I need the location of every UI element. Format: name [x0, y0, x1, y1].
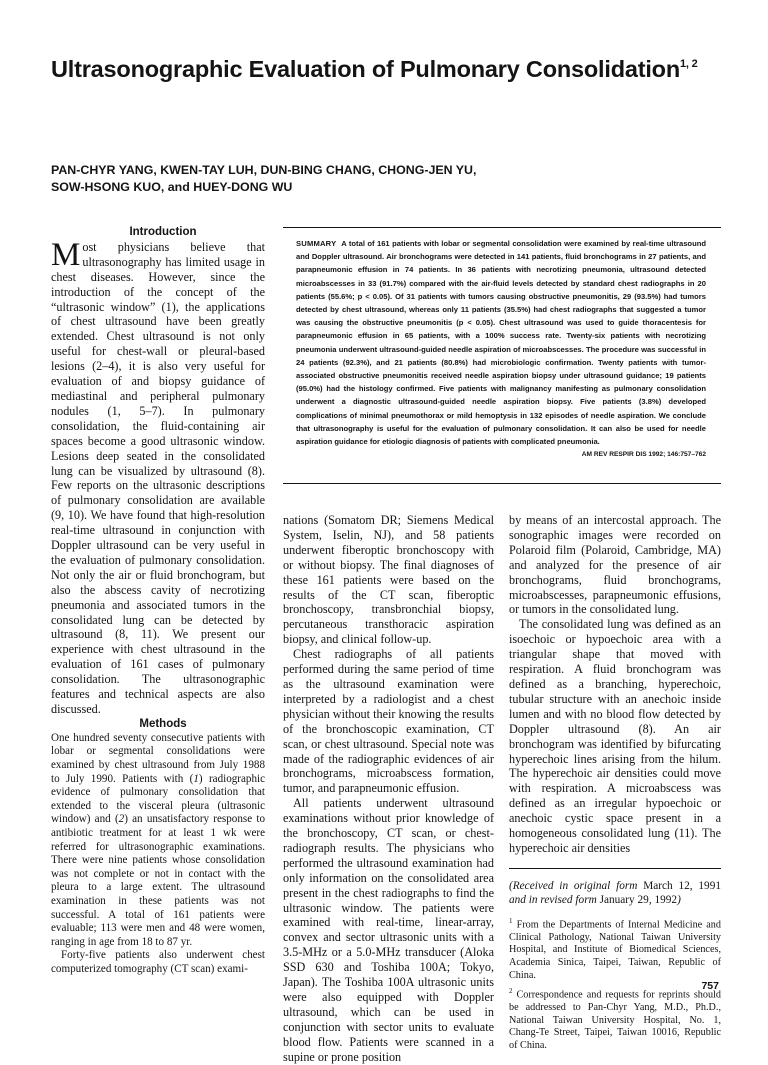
methods-p1-part-a: One hundred seventy consecutive patients with lobar or segmental consolidations were examined by chest ultrasound from July 1988 to July 1990. Patients with (	[51, 731, 265, 785]
title-text: Ultrasonographic Evaluation of Pulmonary Consolidation	[51, 56, 680, 82]
summary-abstract	[296, 237, 706, 461]
introduction-text: ost physicians believe that ultrasonography has limited usage in chest diseases. However, since the introduction of the concept of the “ultrasonic window” (1), the applications of chest ultrasound have been greatly extended. Chest ultrasound is not only useful for chest-wall or pleural-based lesions (2–4), it is also very useful for evaluation of and biopsy guidance of mediastinal and peripheral pulmonary nodules (1, 5–7). In pulmonary consolidation, the fluid-containing air spaces become a good ultrasonic window. Lesions deep seated in the consolidated lung can be visualized by ultrasound (8). Few reports on the ultrasonic descriptions of pulmonary consolidation are available (9, 10). We have found that high-resolution real-time ultrasound in conjunction with Doppler ultrasound can be very useful in the evaluation of pulmonary consolidation. Not only the air or fluid bronchogram, but also the abscess cavity of necrotizing pneumonia and associated tumors in the consolidated lung can be detected by ultrasound (8, 11). We present our experience with chest ultrasound in the evaluation of 161 cases of pulmonary consolidation. The ultrasonographic features and technical aspects are also discussed.	[51, 239, 265, 716]
footnote-1-text: From the Departments of Internal Medicine and Clinical Pathology, National Taiwan University Hospital, and Institute of Biomedical Sciences, Academia Sinica, Taipei, Taiwan, Republic of China.	[509, 919, 721, 981]
title-footnote-marks: 1, 2	[679, 58, 698, 70]
footnote-2	[509, 985, 721, 1052]
methods-heading: Methods	[139, 717, 187, 730]
column-3-paragraph-2: The consolidated lung was defined as an isoechoic or hypoechoic area with a triangular shape that moved with respiration. A fluid bronchogram was defined as a branching, hyperechoic, tubular structure with an anechoic inside lumen and with no blood flow detected by Doppler ultrasound (8). An air bronchogram was identified by bifurcating hyperechoic lines arising from the hilum. The hyperechoic air densities could move with respiration. A microabscess was defined as an irregular hypoechoic or anechoic cystic space present in a homogeneous consolidated lung (11). The hyperechoic air densities	[509, 617, 721, 855]
column-3-paragraph-1: by means of an intercostal approach. The sonographic images were recorded on Polaroid film (Polaroid, Cambridge, MA) and analyzed for the presence of air bronchograms, fluid bronchograms, microabscesses, parapneumonic effusions, or tumors in the consolidated lung.	[509, 513, 721, 617]
received-close: )	[677, 893, 681, 906]
column-2-paragraph-1: nations (Somatom DR; Siemens Medical System, Iselin, NJ), and 58 patients underwent fiberoptic bronchoscopy with or without biopsy. The final diagnoses of these 161 patients were based on the results of the CT scan, fiberoptic bronchoscopy, transbronchial biopsy, percutaneous transthoracic aspiration biopsy, and clinical follow-up.	[283, 513, 494, 647]
column-2	[283, 513, 494, 1065]
received-date-revised: January 29, 1992	[599, 893, 678, 906]
introduction-heading: Introduction	[129, 226, 197, 238]
received-date-original: March 12, 1991	[643, 879, 721, 892]
summary-label: SUMMARY	[296, 239, 337, 248]
author-line-2: SOW-HSONG KUO, and HUEY-DONG WU	[51, 180, 293, 194]
summary-bottom-rule	[283, 483, 721, 484]
methods-body	[51, 732, 265, 977]
column-2-paragraph-3: All patients underwent ultrasound examinations without prior knowledge of the bronchoscopy, CT scan, or chest-radiograph results. The physicians who performed the ultrasound examination had only information on the consolidated area present in the chest radiographs to find the ultrasonic window. The patients were examined with real-time, linear-array, convex and sector ultrasonic units with a 3.5-MHz or a 5.0-MHz transducer (Aloka SSD 630 and Toshiba 100A; Tokyo, Japan). The Toshiba 100A ultrasonic units were also equipped with Doppler ultrasound, which can be used in conjunction with sector units to evaluate blood flow. Patients were scanned in a supine or prone position	[283, 796, 494, 1064]
footnote-1	[509, 915, 721, 982]
drop-cap: M	[51, 236, 81, 273]
received-dates	[509, 868, 721, 907]
journal-citation: AM REV RESPIR DIS 1992; 146:757–762	[581, 451, 706, 459]
methods-p1-num-2: 2	[118, 813, 125, 826]
methods-p1-num-1: 1	[193, 772, 199, 785]
methods-paragraph-2: Forty-five patients also underwent chest computerized tomography (CT scan) exami-	[51, 949, 265, 975]
article-title	[51, 56, 731, 83]
introduction-paragraph	[51, 236, 265, 717]
column-2-paragraph-2: Chest radiographs of all patients performed during the same period of time as the ultrasound examination were interpreted by a radiologist and a chest physician without their knowing the results of the bronchoscopic examination, CT scan, or chest ultrasound. Special note was made of the radiographic evidences of air bronchograms, microabscess formation, tumor, and parapneumonic effusion.	[283, 647, 494, 796]
received-lead: (Received in original form	[509, 879, 644, 892]
summary-top-rule	[283, 227, 721, 228]
column-3	[509, 513, 721, 1053]
footnote-1-mark: 1	[509, 916, 513, 925]
page-number: 757	[701, 980, 719, 992]
author-list	[51, 162, 671, 196]
methods-p1-part-c: ) an unsatisfactory response to antibiotic treatment for at least 1 wk were referred for ultrasonographic examinations. There were nine patients whose consolidation was not complete or not in contact with the pleura to a large extent. The ultrasound examination in these patients was not successful. A total of 161 patients were evaluable; 113 were men and 48 were women, ranging in age from 18 to 87 yr.	[51, 813, 265, 948]
footnote-2-text: Correspondence and requests for reprints should be addressed to Pan-Chyr Yang, M.D., Ph.D., National Taiwan University Hospital, No. 1, Chang-Te Street, Taipei, Taiwan 10016, Republic of China.	[509, 989, 721, 1051]
received-mid: and in revised form	[509, 893, 600, 906]
summary-text: A total of 161 patients with lobar or segmental consolidation were examined by real-time ultrasound and Doppler ultrasound. Air bronchograms were detected in 141 patients, fluid bronchograms in 27 patients, and parapneumonic effusion in 74 patients. In 36 patients with necrotizing pneumonia, ultrasound detected microabscesses in 33 (91.7%) compared with the air-fluid levels detected by standard chest radiographs in 20 patients (55.6%; p < 0.05). Of 31 patients with tumors causing obstructive pneumonitis, 29 (93.5%) had tumors detected by chest ultrasound, whereas only 11 patients (35.5%) had chest radiographs that suggested a tumor was causing the obstructive pneumonitis (p < 0.05). Chest ultrasound was used to guide thoracentesis for parapneumonic effusion in 65 patients, with a 100% success rate. Twenty-six patients with necrotizing pneumonia underwent ultrasound-guided needle aspiration of microabscesses. The procedure was successful in 24 patients (92.3%), and 21 patients (80.8%) had microbiologic confirmation. Twenty patients with tumor-associated obstructive pneumonitis received needle aspiration biopsy under ultrasound guidance; 19 patients (95.0%) had the histology confirmed. Five patients with malignancy manifesting as pulmonary consolidation underwent a diagnostic ultrasound-guided needle aspiration biopsy. Five patients (3.8%) developed complications of minimal pneumothorax or mild hemoptysis in 132 episodes of needle aspiration. We conclude that ultrasonography is useful for the evaluation of pulmonary consolidation. It can also be used for needle aspiration guidance for etiologic diagnosis of patients with complicated pneumonia.	[296, 239, 706, 447]
author-line-1: PAN-CHYR YANG, KWEN-TAY LUH, DUN-BING CHANG, CHONG-JEN YU,	[51, 163, 477, 177]
column-1	[51, 225, 265, 977]
footnote-2-mark: 2	[509, 987, 513, 996]
methods-paragraph-1	[51, 732, 265, 950]
methods-p1-part-b: ) radiographic evidence of pulmonary consolidation that extended to the visceral pleura (ultrasonic window) and (	[51, 772, 266, 826]
